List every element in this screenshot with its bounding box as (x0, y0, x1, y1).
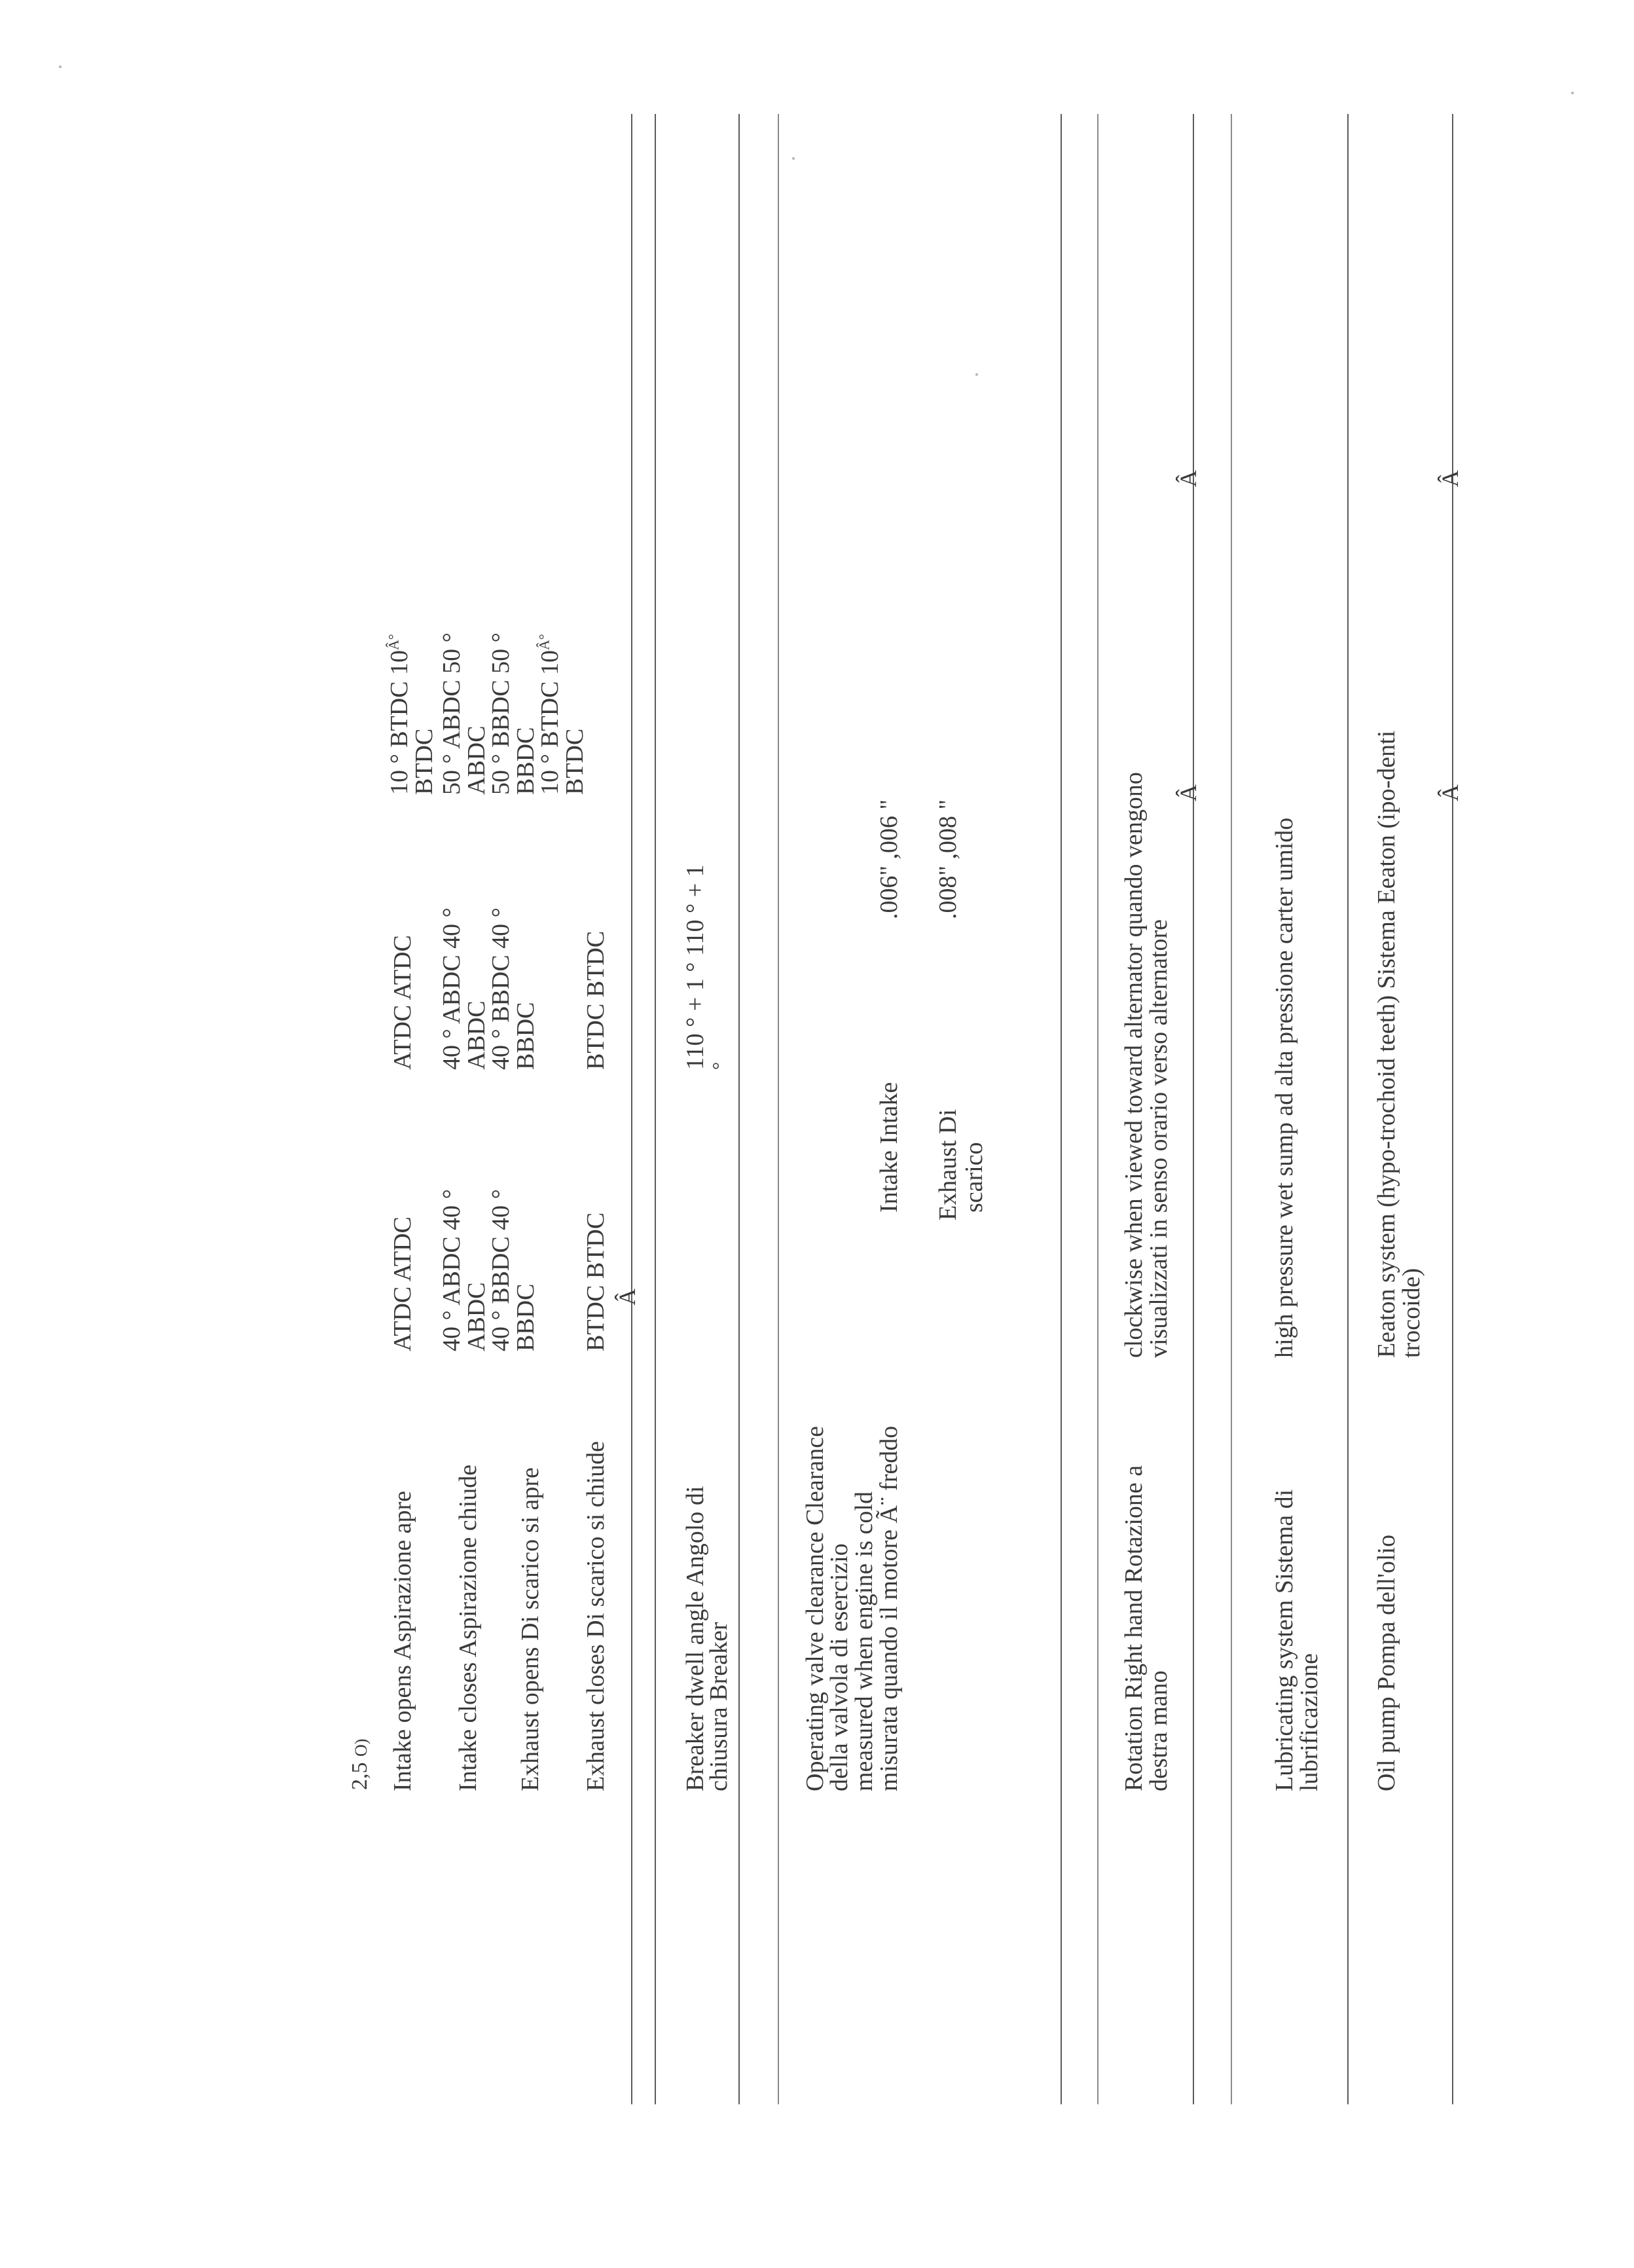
valve-exhaust-label-a: Exhaust Di (934, 1109, 962, 1220)
valve-label-line-1: Operating valve clearance Clearance (801, 1425, 829, 1791)
timing-col3-intake-opens-b: BTDC (410, 728, 438, 795)
timing-label-intake-opens: Intake opens Aspirazione apre (389, 1491, 416, 1791)
timing-col3-exhaust-closes-text: 10 ° BTDC 10 (536, 649, 564, 795)
rule-oilpump-bottom (1452, 114, 1453, 2104)
rule-rotation-bottom (1193, 114, 1194, 2104)
rule-lubrication-top (1231, 114, 1232, 2104)
breaker-value-b: ° (709, 1062, 731, 1070)
rotation-value-a: clockwise when viewed toward alternator quando vengono (1120, 772, 1148, 1358)
lubrication-value: high pressure wet sump ad alta pressione carter umido (1271, 817, 1298, 1358)
timing-col3-intake-opens-a (386, 634, 412, 795)
rule-timing-bottom (631, 114, 632, 2104)
timing-col2-intake-closes-b: ABDC (463, 1000, 490, 1070)
breaker-label-a: Breaker dwell angle Angolo di (681, 1486, 709, 1791)
rotation-mark-2: Â (1175, 470, 1201, 487)
valve-label-line-3: measured when engine is cold (850, 1491, 878, 1791)
page-number-value: 2,5 (348, 1762, 372, 1790)
oil-pump-label: Oil pump Pompa dell'olio (1373, 1534, 1400, 1791)
valve-exhaust-value: .008" ,008 " (934, 799, 962, 919)
rotation-mark-1: Â (1175, 784, 1201, 801)
oil-pump-mark-2: Â (1437, 470, 1463, 487)
timing-col1-intake-closes-b: ABDC (463, 1282, 490, 1351)
rotation-label-a: Rotation Right hand Rotazione a (1120, 1465, 1148, 1791)
oil-pump-value-b: trocoide) (1398, 1268, 1425, 1358)
page-number (347, 1739, 374, 1790)
timing-col2-exhaust-opens-a: 40 ° BBDC 40 ° (487, 907, 515, 1070)
timing-label-exhaust-opens: Exhaust opens Di scarico si apre (517, 1467, 544, 1791)
timing-col2-intake-opens: ATDC ATDC (389, 935, 416, 1070)
rule-breaker-top (655, 114, 656, 2104)
valve-exhaust-label-b: scarico (960, 1142, 988, 1213)
timing-col1-exhaust-opens-a: 40 ° BBDC 40 ° (487, 1189, 515, 1351)
timing-col3-exhaust-closes-b: BTDC (561, 728, 589, 795)
timing-mark: Â (614, 1289, 640, 1306)
valve-intake-value: .006" ,006 " (875, 799, 903, 919)
lubrication-label-a: Lubricating system Sistema di (1271, 1489, 1298, 1791)
page-number-suffix: O) (352, 1738, 371, 1757)
breaker-label-b: chiusura Breaker (705, 1622, 733, 1791)
breaker-value-a: 110 ° + 1 ° 110 ° + 1 (681, 864, 709, 1070)
scan-speck (59, 65, 62, 68)
timing-col3-exhaust-closes-a (537, 634, 563, 795)
valve-label-line-4: misurata quando il motore Ã¨ freddo (875, 1425, 903, 1791)
scan-speck (792, 157, 795, 160)
valve-label-line-2: della valvola di esercizio (826, 1543, 853, 1791)
rule-rotation-top-a (1061, 114, 1062, 2104)
timing-col3-intake-opens-text: 10 ° BTDC 10 (386, 649, 413, 795)
rule-valve-top-b (778, 114, 779, 2104)
timing-col3-intake-opens-sup: Â° (385, 634, 402, 650)
lubrication-label-b: lubrificazione (1296, 1653, 1323, 1791)
timing-label-exhaust-closes: Exhaust closes Di scarico si chiude (582, 1440, 609, 1791)
scan-speck (1571, 92, 1574, 94)
rotation-label-b: destra mano (1145, 1670, 1172, 1791)
timing-col2-exhaust-opens-b: BBDC (512, 1002, 539, 1070)
timing-col3-exhaust-closes-sup: Â° (536, 634, 553, 650)
rule-oilpump-top (1347, 114, 1349, 2104)
timing-col1-intake-opens: ATDC ATDC (389, 1216, 416, 1351)
scan-speck (975, 373, 978, 376)
timing-col3-intake-closes-a: 50 ° ABDC 50 ° (438, 632, 465, 795)
oil-pump-mark-1: Â (1437, 784, 1463, 801)
timing-col1-intake-closes-a: 40 ° ABDC 40 ° (438, 1189, 465, 1351)
rotation-value-b: visualizzati in senso orario verso alternatore (1145, 919, 1172, 1358)
timing-col3-exhaust-opens-b: BBDC (512, 727, 539, 795)
rule-rotation-top-b (1097, 114, 1098, 2104)
oil-pump-value-a: Eeaton system (hypo-trochoid teeth) Sistema Eeaton (ipo-denti (1373, 730, 1400, 1358)
timing-col2-intake-closes-a: 40 ° ABDC 40 ° (438, 907, 465, 1070)
timing-col1-exhaust-opens-b: BBDC (512, 1283, 539, 1351)
timing-col3-exhaust-opens-a: 50 ° BBDC 50 ° (487, 632, 515, 795)
timing-col3-intake-closes-b: ABDC (463, 725, 490, 795)
timing-col2-exhaust-closes: BTDC BTDC (582, 930, 609, 1070)
timing-col1-exhaust-closes: BTDC BTDC (582, 1212, 609, 1351)
valve-intake-label: Intake Intake (875, 1082, 903, 1213)
rule-valve-top-a (738, 114, 740, 2104)
timing-label-intake-closes: Intake closes Aspirazione chiude (454, 1464, 482, 1791)
